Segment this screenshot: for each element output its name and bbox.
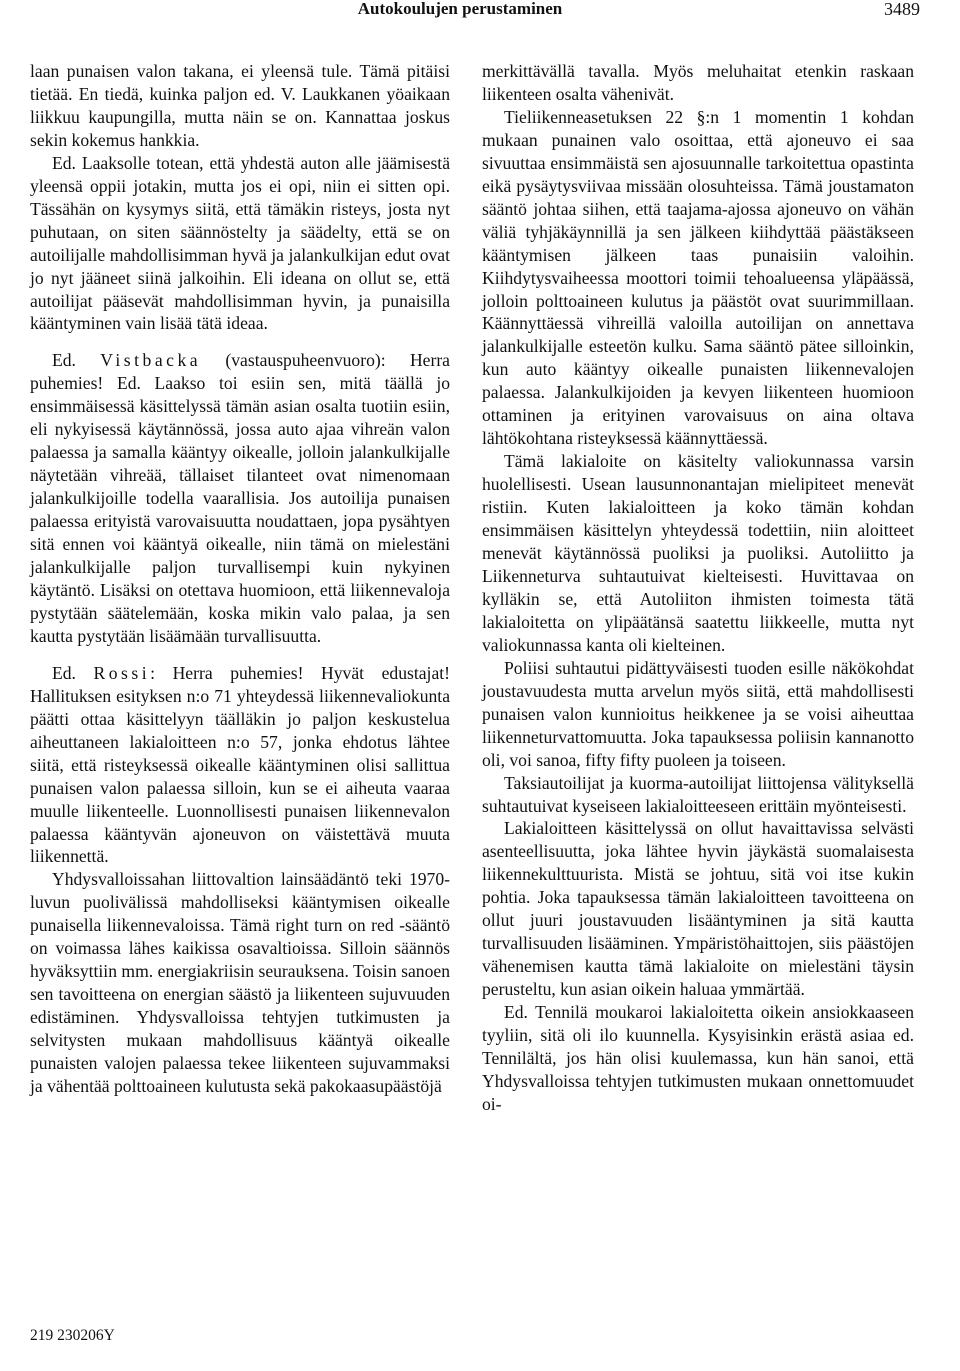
speech-text: (vastauspuheenvuoro): Herra puhemies! Ed. Laakso toi esiin sen, mitä täällä jo ensimmäisessä käsittelyssä tämän asian osalta tuotiin esiin, eli nykyisessä käytännössä, jossa auto ajaa vihreän valon palaessa ja samalla kääntyy oikealle, jolloin jalankulkijalle näytetään vihreää, tällaiset tilanteet ovat nimenomaan jalankulkijoille todella vaarallisia. Jos autoilija punaisen palaessa erityistä varovaisuutta noudattaen, jopa pysähtyen sitä ennen voi kääntyä oikealle, niin tämä on mielestäni jalankulkijalle paljon turvallisempi kuin nykyinen käytäntö. Lisäksi on otettava huomioon, että liikennevaloja pystytään säätelemään, koska mikin valo palaa, ja sen kautta pystytään lisäämään turvallisuutta. (30, 350, 450, 646)
left-paragraph-3 (30, 349, 450, 647)
left-paragraph-4 (30, 662, 450, 869)
speaker-name: Vistbacka (100, 350, 202, 371)
left-paragraph-1: laan punaisen valon takana, ei yleensä tule. Tämä pitäisi tietää. En tiedä, kuinka paljon ed. V. Laukkanen yöaikaan liikkuu kaupungilla, mutta näin se on. Kannattaa joskus sekin kokemus hankkia. (30, 61, 450, 150)
page-number: 3489 (884, 0, 920, 19)
right-paragraph-5: Taksiautoilijat ja kuorma-autoilijat liittojensa välityksellä suhtautuivat kyseiseen lakialoitteeseen erittäin myönteisesti. (482, 772, 914, 816)
right-paragraph-3: Tämä lakialoite on käsitelty valiokunnassa varsin huolellisesti. Usean lausunnonantajan mielipiteet menevät ristiin. Kuten lakialoitteen ja koko tämän kohdan ensimmäisen käsittelyn yhteydessä todettiin, niin aloitteet menevät käytännössä puoliksi ja puoliksi. Autoliitto ja Liikenneturva suhtautuivat kielteisesti. Huvittavaa on kylläkin se, että Autoliiton ihmisten toimesta tätä lakialoitetta on ylipäätänsä saatettu liikkeelle, mutta nyt valiokunnassa kanta oli kielteinen. (482, 451, 914, 655)
left-column (30, 60, 450, 1098)
speaker-name: Rossi (93, 662, 151, 683)
left-paragraph-2: Ed. Laaksolle totean, että yhdestä auton alle jäämisestä yleensä oppii jotakin, mutta jos ei opi, niin ei sitten opi. Tässähän on kysymys siitä, että tämäkin risteys, josta nyt puhutaan, on siten säännöstelty ja säädelty, että se on autoilijalle mahdollisimman hyvä ja jalankulkijan edut ovat jo nyt jääneet siinä jalkoihin. Eli ideana on ollut se, että autoilijat pääsevät mahdollisimman hyvin, ja punaisilla kääntyminen vain lisää tätä ideaa. (30, 152, 450, 334)
speech-prefix: Ed. (52, 662, 94, 683)
footer-code: 219 230206Y (30, 1327, 115, 1344)
speech-text: : Herra puhemies! Hyvät edustajat! Hallituksen esityksen n:o 71 yhteydessä liikennevaliokunta päätti ottaa käsittelyyn täälläkin jo paljon keskustelua aiheuttaneen lakialoitteen n:o 57, jonka ehdotus lähtee siitä, että risteyksessä oikealle kääntyminen olisi sallittua punaisen valon palaessa silloin, kun se ei aiheuta vaaraa muulle liikenteelle. Luonnollisesti punaisen liikennevalon palaessa kääntyvän ajoneuvon on väistettävä muuta liikennettä. (30, 662, 451, 867)
right-paragraph-7: Ed. Tennilä moukaroi lakialoitetta oikein ansiokkaaseen tyyliin, sitä oli ilo kuunnella. Kysyisinkin erästä asiaa ed. Tennilältä, jos hän olisi kuulemassa, kun hän sanoi, että Yhdysvalloissa tehtyjen tutkimusten mukaan onnettomuudet oi- (482, 1002, 914, 1114)
right-paragraph-1: merkittävällä tavalla. Myös meluhaitat etenkin raskaan liikenteen osalta vähenivät. (482, 61, 914, 104)
right-paragraph-6: Lakialoitteen käsittelyssä on ollut havaittavissa selvästi asenteellisuutta, joka lähtee hyvin jäykästä suomalaisesta liikennekulttuurista. Mistä se johtuu, sitä voi itse kukin pohtia. Joka tapauksessa tämän lakialoitteen tavoitteena on ollut juuri joustavuuden lisääntyminen ja sitä kautta turvallisuuden lisääminen. Ympäristöhaittojen, siis päästöjen vähenemisen kautta tämä lakialoite on mielestäni täysin perusteltu, kun asian oikein haluaa ymmärtää. (482, 818, 914, 1000)
page-header (0, 0, 960, 22)
right-paragraph-2: Tieliikenneasetuksen 22 §:n 1 momentin 1 kohdan mukaan punainen valo osoittaa, että ajoneuvo ei saa sivuuttaa ensimmäistä sen ajosuunnalle tarkoitettua opastinta eikä pysäytysviivaa missään olosuhteissa. Tämä joustamaton sääntö johtaa siihen, että taajama-ajossa ajoneuvo on vähän väliä tyhjäkäynnillä ja sen jälkeen kiihdyttää päästäkseen kääntymisen jälkeen taas punaisiin valoihin. Kiihdytysvaiheessa moottori toimii tehoalueensa yläpäässä, jolloin polttoaineen kulutus ja päästöt ovat suurimmillaan. Käännyttäessä vihreillä valoilla autoilijan on annettava jalankulkijalle esteetön kulku. Sama sääntö pätee silloinkin, kun auto kääntyy oikealle punaisten liikennevalojen palaessa. Jalankulkijoiden ja kevyen liikenteen huomioon ottaminen ja erityinen varovaisuus on aina oltava lähtökohtana risteyksessä käännyttäessä. (482, 106, 914, 449)
speech-prefix: Ed. (52, 350, 101, 371)
right-column (482, 60, 914, 1116)
running-title: Autokoulujen perustaminen (357, 0, 563, 18)
left-paragraph-5: Yhdysvalloissahan liittovaltion lainsäädäntö teki 1970-luvun puolivälissä mahdolliseksi kääntymisen oikealle punaisella liikennevaloissa. Tämä right turn on red -sääntö on voimassa lähes kaikissa osavaltioissa. Silloin säännös hyväksyttiin mm. energiakriisin seurauksena. Toisin sanoen sen tavoitteena on energian säästö ja liikenteen sujuvuuden edistäminen. Yhdysvalloissa tehtyjen tutkimusten ja selvitysten mukaan mahdollisuus kääntyä oikealle punaisten valojen palaessa tekee liikenteen sujuvammaksi ja vähentää polttoaineen kulutusta sekä pakokaasupäästöjä (30, 869, 450, 1096)
right-paragraph-4: Poliisi suhtautui pidättyväisesti tuoden esille näkökohdat joustavuudesta mutta arvelun myös siitä, että mahdollisesti punaisen valon kunnioitus heikkenee ja se voisi aiheuttaa liikenneturvattomuutta. Joka tapauksessa poliisin kannanotto oli, voi sanoa, fifty fifty puoleen ja toiseen. (482, 657, 914, 770)
